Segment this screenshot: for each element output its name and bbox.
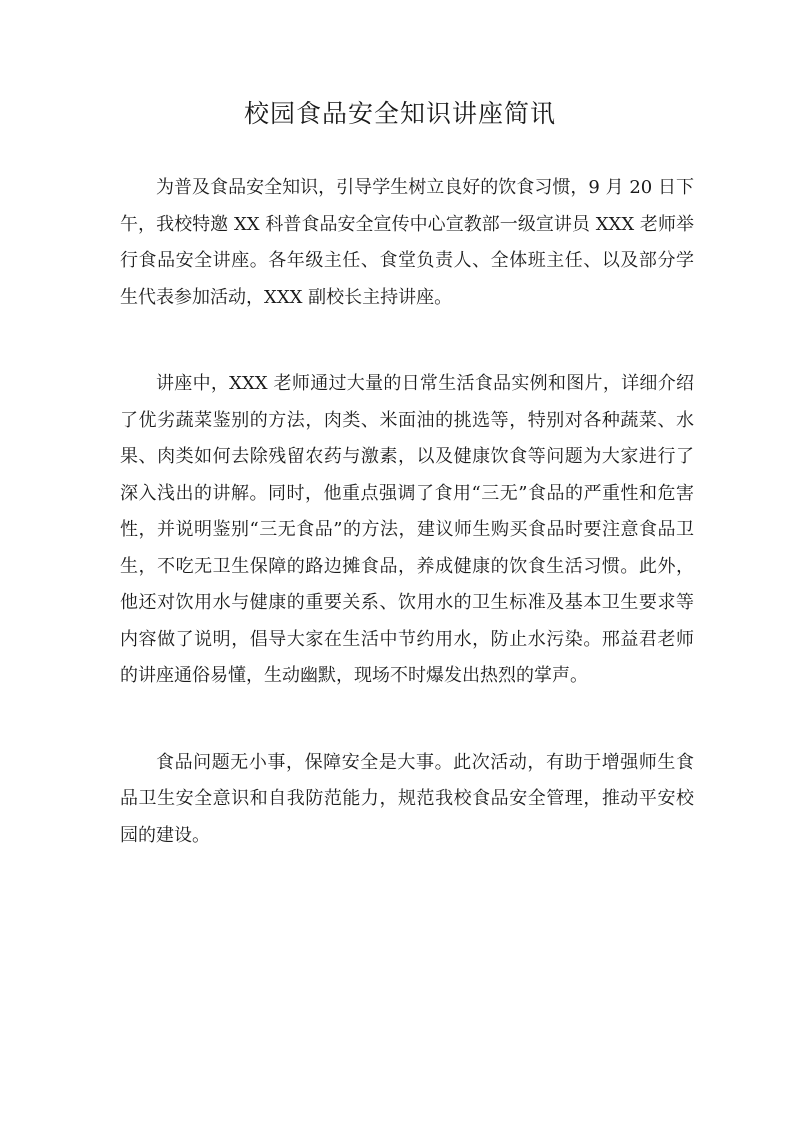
paragraph-conclusion: 食品问题无小事，保障安全是大事。此次活动，有助于增强师生食品卫生安全意识和自我防范能力，规范我校食品安全管理，推动平安校园的建设。 — [120, 751, 694, 846]
paragraph-intro: 为普及食品安全知识，引导学生树立良好的饮食习惯，9 月 20 日下午，我校特邀 XX 科普食品安全宣传中心宣教部一级宣讲员 XXX 老师举行食品安全讲座。各年级主任、食堂负责人、全体班主任、以及部分学生代表参加活动，XXX 副校长主持讲座。 — [120, 177, 694, 308]
paragraph-lecture-content: 讲座中，XXX 老师通过大量的日常生活食品实例和图片，详细介绍了优劣蔬菜鉴别的方法，肉类、米面油的挑选等，特别对各种蔬菜、水果、肉类如何去除残留农药与激素，以及健康饮食等问题为大家进行了深入浅出的讲解。同时，他重点强调了食用“三无”食品的严重性和危害性，并说明鉴别“三无食品”的方法，建议师生购买食品时要注意食品卫生，不吃无卫生保障的路边摊食品，养成健康的饮食生活习惯。此外，他还对饮用水与健康的重要关系、饮用水的卫生标准及基本卫生要求等内容做了说明，倡导大家在生活中节约用水，防止水污染。邢益君老师的讲座通俗易懂，生动幽默，现场不时爆发出热烈的掌声。 — [120, 373, 694, 686]
document-title: 校园食品安全知识讲座简讯 — [243, 99, 556, 128]
document-body — [120, 170, 694, 904]
